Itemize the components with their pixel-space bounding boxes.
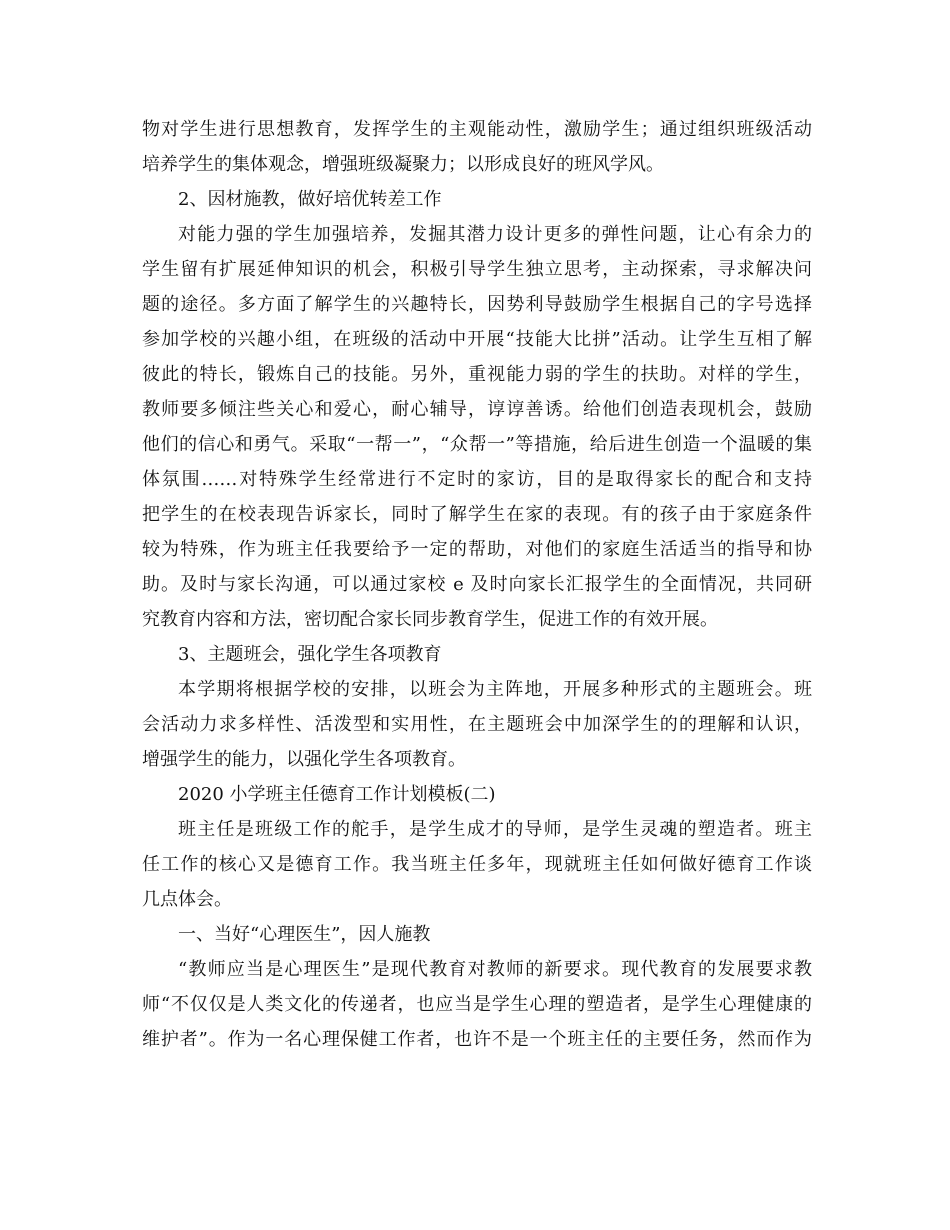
text-line: 把学生的在校表现告诉家长，同时了解学生在家的表现。有的孩子由于家庭条件 bbox=[142, 504, 812, 525]
text-line: 本学期将根据学校的安排，以班会为主阵地，开展多种形式的主题班会。班 bbox=[178, 679, 812, 700]
text-line: 2、因材施教，做好培优转差工作 bbox=[178, 189, 442, 210]
text-line: 助。及时与家长沟通，可以通过家校 e 及时向家长汇报学生的全面情况，共同研 bbox=[142, 574, 812, 595]
text-line: 究教育内容和方法，密切配合家长同步教育学生，促进工作的有效开展。 bbox=[142, 609, 718, 630]
text-line: 对能力强的学生加强培养，发掘其潜力设计更多的弹性问题，让心有余力的 bbox=[178, 224, 812, 245]
text-line: 2020 小学班主任德育工作计划模板(二) bbox=[178, 784, 496, 805]
text-line: “教师应当是心理医生”是现代教育对教师的新要求。现代教育的发展要求教 bbox=[178, 959, 812, 980]
text-line: 他们的信心和勇气。采取“一帮一”，“众帮一”等措施，给后进生创造一个温暖的集 bbox=[142, 434, 812, 455]
text-line: 增强学生的能力，以强化学生各项教育。 bbox=[142, 749, 466, 770]
text-line: 3、主题班会，强化学生各项教育 bbox=[178, 644, 442, 665]
document-body bbox=[142, 112, 812, 1057]
text-line: 会活动力求多样性、活泼型和实用性，在主题班会中加深学生的的理解和认识， bbox=[142, 714, 812, 735]
text-line: 培养学生的集体观念，增强班级凝聚力；以形成良好的班风学风。 bbox=[142, 154, 664, 175]
text-line: 维护者”。作为一名心理保健工作者，也许不是一个班主任的主要任务，然而作为 bbox=[142, 1029, 812, 1050]
text-line: 彼此的特长，锻炼自己的技能。另外，重视能力弱的学生的扶助。对样的学生， bbox=[142, 364, 812, 385]
text-line: 参加学校的兴趣小组，在班级的活动中开展“技能大比拼”活动。让学生互相了解 bbox=[142, 329, 812, 350]
text-line: 几点体会。 bbox=[142, 889, 232, 910]
text-line: 班主任是班级工作的舵手，是学生成才的导师，是学生灵魂的塑造者。班主 bbox=[178, 819, 812, 840]
text-line: 物对学生进行思想教育，发挥学生的主观能动性，激励学生；通过组织班级活动 bbox=[142, 119, 812, 140]
text-line: 任工作的核心又是德育工作。我当班主任多年，现就班主任如何做好德育工作谈 bbox=[142, 854, 812, 875]
text-line: 学生留有扩展延伸知识的机会，积极引导学生独立思考，主动探索，寻求解决问 bbox=[142, 259, 812, 280]
text-line: 体氛围……对特殊学生经常进行不定时的家访，目的是取得家长的配合和支持 bbox=[142, 469, 812, 490]
text-line: 教师要多倾注些关心和爱心，耐心辅导，谆谆善诱。给他们创造表现机会，鼓励 bbox=[142, 399, 812, 420]
text-line: 较为特殊，作为班主任我要给予一定的帮助，对他们的家庭生活适当的指导和协 bbox=[142, 539, 812, 560]
text-line: 一、当好“心理医生”，因人施教 bbox=[178, 924, 431, 945]
text-line: 师“不仅仅是人类文化的传递者，也应当是学生心理的塑造者，是学生心理健康的 bbox=[142, 994, 812, 1015]
text-line: 题的途径。多方面了解学生的兴趣特长，因势利导鼓励学生根据自己的字号选择 bbox=[142, 294, 812, 315]
